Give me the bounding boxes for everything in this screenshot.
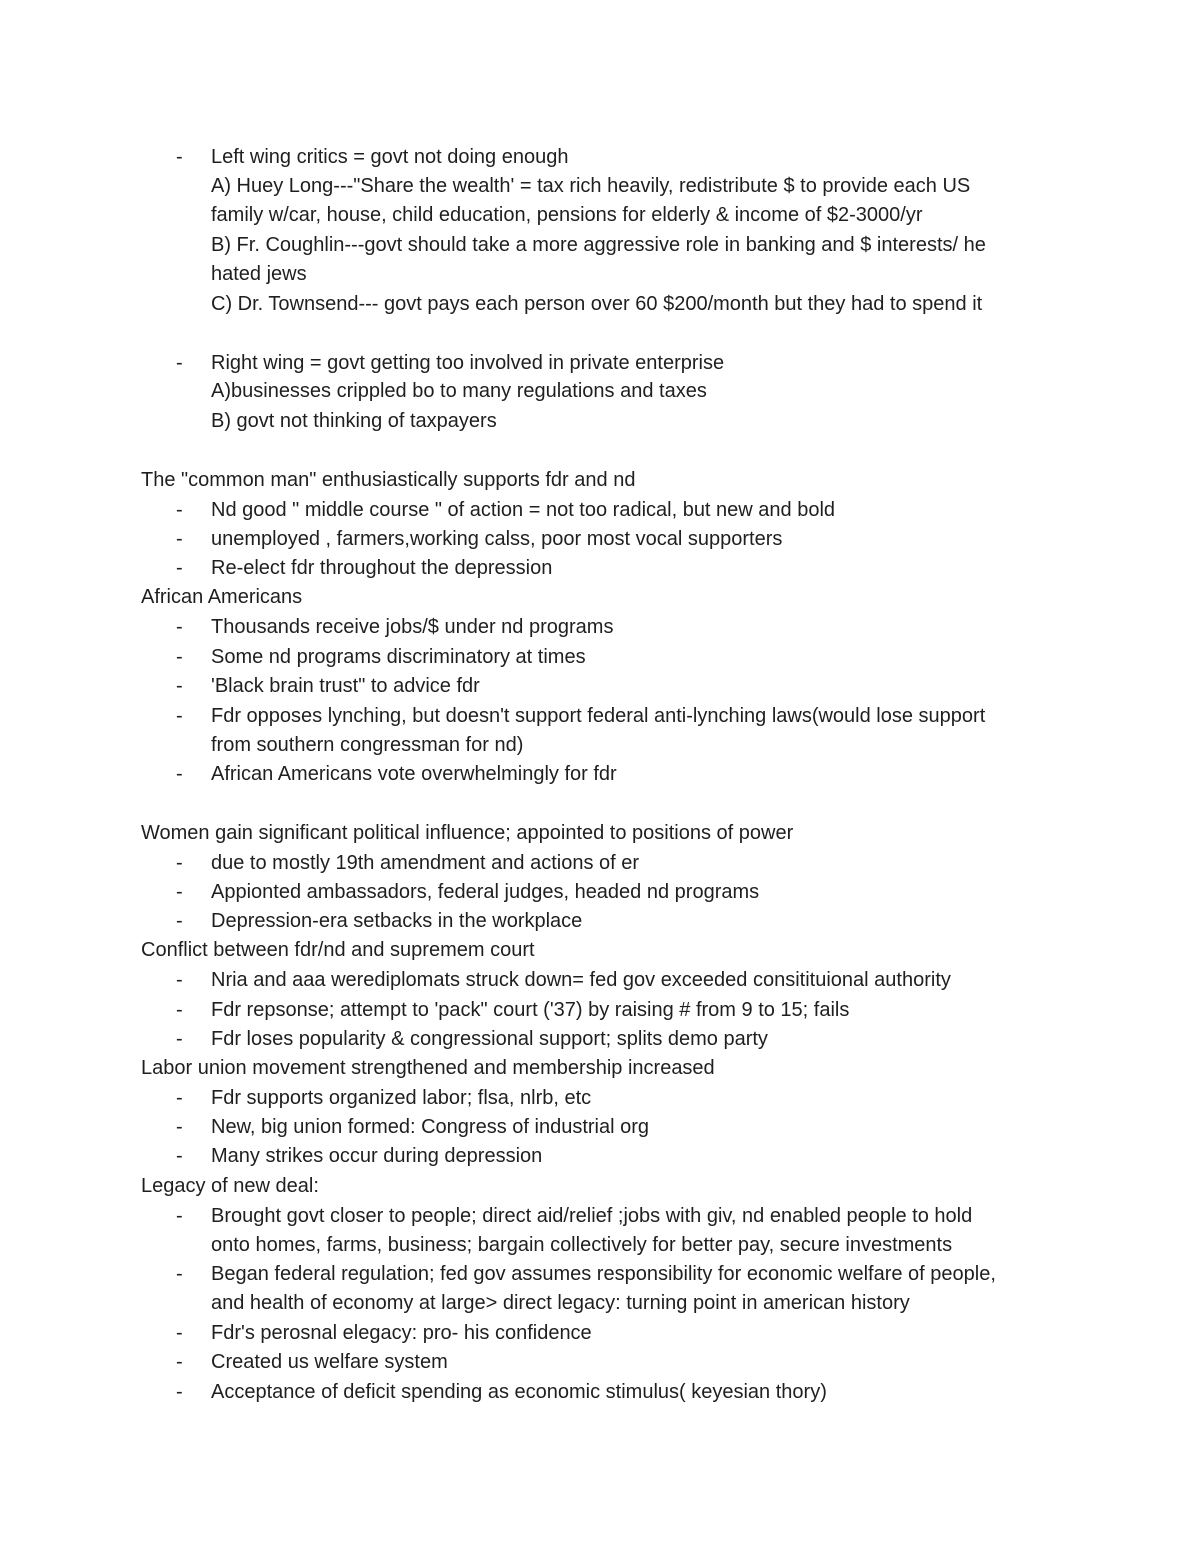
list-item-continuation: and health of economy at large> direct legacy: turning point in american history [211, 1292, 910, 1314]
bullet-dash: - [176, 646, 183, 668]
list-item-continuation: onto homes, farms, business; bargain collectively for better pay, secure investments [211, 1234, 953, 1256]
bullet-dash: - [176, 763, 183, 785]
section-heading: African Americans [141, 586, 303, 608]
list-item: Acceptance of deficit spending as economic stimulus( keyesian thory) [211, 1381, 827, 1403]
list-item: Fdr's perosnal elegacy: pro- his confidence [211, 1322, 592, 1344]
sub-item: A)businesses crippled bo to many regulations and taxes [211, 380, 707, 402]
bullet-dash: - [176, 969, 183, 991]
bullet-dash: - [176, 146, 183, 168]
list-item: unemployed , farmers,working calss, poor most vocal supporters [211, 528, 783, 550]
bullet-dash: - [176, 1351, 183, 1373]
section-heading: Labor union movement strengthened and membership increased [141, 1057, 715, 1079]
sub-item: family w/car, house, child education, pensions for elderly & income of $2-3000/yr [211, 204, 923, 226]
list-item: Left wing critics = govt not doing enough [211, 146, 569, 168]
bullet-dash: - [176, 1381, 183, 1403]
bullet-dash: - [176, 499, 183, 521]
sub-item: A) Huey Long---"Share the wealth' = tax rich heavily, redistribute $ to provide each US [211, 175, 971, 197]
bullet-dash: - [176, 352, 183, 374]
bullet-dash: - [176, 705, 183, 727]
list-item: Fdr opposes lynching, but doesn't support federal anti-lynching laws(would lose support [211, 705, 986, 727]
list-item: 'Black brain trust" to advice fdr [211, 675, 480, 697]
bullet-dash: - [176, 1028, 183, 1050]
sub-item: hated jews [211, 263, 307, 285]
bullet-dash: - [176, 557, 183, 579]
bullet-dash: - [176, 1263, 183, 1285]
list-item: Re-elect fdr throughout the depression [211, 557, 553, 579]
list-item: Brought govt closer to people; direct aid/relief ;jobs with giv, nd enabled people to hold [211, 1205, 973, 1227]
bullet-dash: - [176, 881, 183, 903]
bullet-dash: - [176, 1205, 183, 1227]
list-item: Some nd programs discriminatory at times [211, 646, 586, 668]
list-item: Nd good " middle course " of action = not too radical, but new and bold [211, 499, 836, 521]
list-item: Fdr loses popularity & congressional support; splits demo party [211, 1028, 768, 1050]
bullet-dash: - [176, 528, 183, 550]
bullet-dash: - [176, 1145, 183, 1167]
list-item: Many strikes occur during depression [211, 1145, 543, 1167]
list-item: Created us welfare system [211, 1351, 448, 1373]
section-heading: Women gain significant political influence; appointed to positions of power [141, 822, 794, 844]
bullet-dash: - [176, 1116, 183, 1138]
section-heading: The "common man" enthusiastically supports fdr and nd [141, 469, 636, 491]
bullet-dash: - [176, 910, 183, 932]
bullet-dash: - [176, 1087, 183, 1109]
section-heading: Legacy of new deal: [141, 1175, 319, 1197]
list-item: Right wing = govt getting too involved in private enterprise [211, 352, 725, 374]
list-item: New, big union formed: Congress of industrial org [211, 1116, 650, 1138]
list-item: Began federal regulation; fed gov assumes responsibility for economic welfare of people, [211, 1263, 996, 1285]
bullet-dash: - [176, 999, 183, 1021]
sub-item: B) Fr. Coughlin---govt should take a more aggressive role in banking and $ interests/ he [211, 234, 986, 256]
list-item: Appionted ambassadors, federal judges, headed nd programs [211, 881, 760, 903]
sub-item: B) govt not thinking of taxpayers [211, 410, 497, 432]
bullet-dash: - [176, 616, 183, 638]
list-item: Depression-era setbacks in the workplace [211, 910, 583, 932]
list-item: Fdr repsonse; attempt to 'pack" court ('37) by raising # from 9 to 15; fails [211, 999, 850, 1021]
list-item: African Americans vote overwhelmingly for fdr [211, 763, 617, 785]
section-heading: Conflict between fdr/nd and supremem court [141, 939, 535, 961]
list-item: Thousands receive jobs/$ under nd programs [211, 616, 614, 638]
list-item: Nria and aaa werediplomats struck down= fed gov exceeded consitituional authority [211, 969, 951, 991]
list-item: due to mostly 19th amendment and actions of er [211, 852, 640, 874]
list-item-continuation: from southern congressman for nd) [211, 734, 524, 756]
bullet-dash: - [176, 1322, 183, 1344]
bullet-dash: - [176, 852, 183, 874]
sub-item: C) Dr. Townsend--- govt pays each person over 60 $200/month but they had to spend it [211, 293, 983, 315]
bullet-dash: - [176, 675, 183, 697]
list-item: Fdr supports organized labor; flsa, nlrb, etc [211, 1087, 592, 1109]
